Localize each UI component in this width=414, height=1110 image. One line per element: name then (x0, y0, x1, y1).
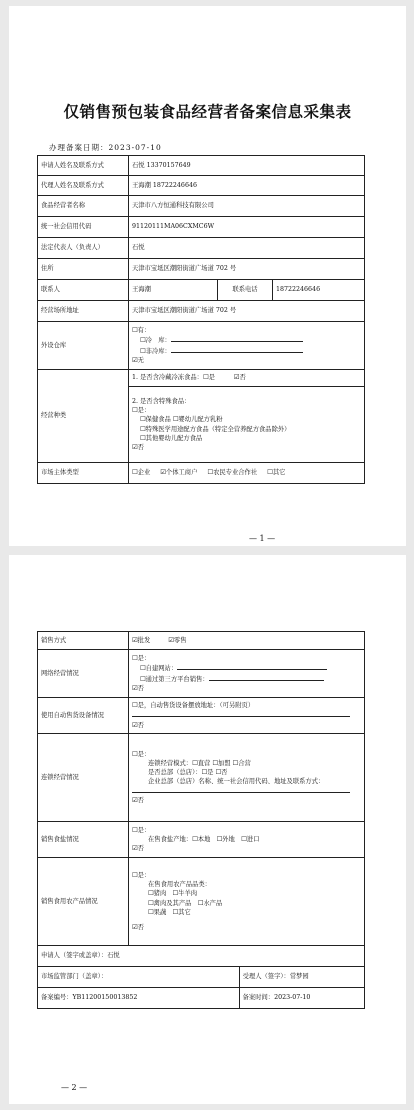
credit-code-label: 统一社会信用代码 (38, 217, 129, 238)
vending-cell (129, 698, 365, 734)
warehouse-no: ☑无 (132, 356, 144, 364)
page-2 (9, 555, 406, 1104)
entity-type-cell (129, 463, 365, 484)
online-label: 网络经营情况 (38, 650, 129, 698)
phone-label: 联系电话 (218, 280, 273, 301)
agri-line2: ☐禽肉及其产品 ☐水产品 (148, 899, 223, 907)
chain-hq: 是否总部（总店）：☐是 ☐否 (148, 768, 228, 776)
regulator-cell: 市场监管部门（盖章）： (38, 967, 240, 988)
contact-value: 王海潮 (129, 280, 218, 301)
vending-yes: ☐是，自动售货设备摆放地址：（可另附页） (132, 702, 255, 710)
agri-no: ☑否 (132, 923, 144, 931)
vending-line (132, 710, 350, 717)
category-special-cell (129, 387, 365, 463)
signer-cell: 申请人（签字或盖章）：石悦 (38, 946, 365, 967)
online-yes: ☐是： (132, 655, 151, 663)
salt-label: 销售食盐情况 (38, 822, 129, 858)
agri-types: 在售食用农产品品类： (148, 881, 211, 889)
entity-opt-other: ☐其它 (267, 469, 286, 477)
info-table-2 (37, 631, 365, 1009)
receiver-cell: 受理人（签字）：常梦园 (239, 967, 364, 988)
residence-label: 住所 (38, 259, 129, 280)
residence-value: 天津市宝坻区潮阳街道广场道 702 号 (129, 259, 365, 280)
applicant-label: 申请人姓名及联系方式 (38, 156, 129, 176)
chain-line (132, 786, 350, 793)
agri-line3: ☐果蔬 ☐其它 (148, 908, 191, 916)
form-title: 仅销售预包装食品经营者备案信息采集表 (63, 102, 352, 121)
phone-value: 18722246646 (273, 280, 365, 301)
cold-storage-label: ☐冷 库： (140, 337, 171, 345)
page-1 (9, 6, 406, 546)
vending-label: 使用自动售货设备情况 (38, 698, 129, 734)
own-site-row (132, 663, 361, 673)
own-site-line (177, 663, 327, 670)
applicant-value: 石悦 13370157649 (129, 156, 365, 176)
chain-hq-info: 企业总部（总店）名称、统一社会信用代码、地址及联系方式： (148, 778, 325, 785)
vending-line-row (132, 710, 361, 720)
agri-label: 销售食用农产品情况 (38, 858, 129, 946)
category-q1: 1. 是否含冷藏冷冻食品：☐是 ☑否 (129, 370, 365, 387)
warehouse-yes: ☐有： (132, 327, 151, 335)
legal-rep-value: 石悦 (129, 238, 365, 259)
category-label: 经营种类 (38, 370, 129, 463)
chain-cell (129, 734, 365, 822)
warehouse-label: 外设仓库 (38, 322, 129, 370)
noncold-storage-label: ☐非冷库： (140, 347, 171, 355)
sales-mode-cell (129, 632, 365, 650)
salt-no: ☑否 (132, 845, 144, 853)
sales-mode-label: 销售方式 (38, 632, 129, 650)
noncold-storage-line (171, 346, 303, 353)
legal-rep-label: 法定代表人（负责人） (38, 238, 129, 259)
noncold-storage-row (132, 346, 361, 356)
operator-name-label: 食品经营者名称 (38, 196, 129, 217)
entity-opt-enterprise: ☐企业 (132, 469, 151, 477)
agent-value: 王海潮 18722246646 (129, 176, 365, 196)
category-no: ☑否 (132, 443, 144, 451)
own-site-label: ☐自建网站： (140, 665, 178, 673)
salt-origin: 在售食盐产地：☐本地 ☐外地 ☐进口 (148, 835, 260, 843)
entity-type-label: 市场主体类型 (38, 463, 129, 484)
online-cell (129, 650, 365, 698)
chain-line-row (132, 786, 361, 796)
cold-storage-line (171, 335, 303, 342)
credit-code-value: 91120111MA06CXMC6W (129, 217, 365, 238)
category-line3: ☐其他婴幼儿配方食品 (140, 434, 203, 442)
page-number-2: — 2 — (61, 1083, 88, 1092)
cold-storage-row (132, 335, 361, 345)
online-no: ☑否 (132, 684, 144, 692)
chain-mode: 连锁经营模式：☐直营 ☐加盟 ☐合营 (148, 759, 251, 767)
category-line2: ☐特殊医学用途配方食品（特定全营养配方食品除外） (140, 425, 291, 433)
page-number-1: — 1 — (249, 534, 276, 543)
warehouse-cell (129, 322, 365, 370)
third-party-label: ☐通过第三方平台销售： (140, 675, 209, 683)
agri-line1: ☐猪肉 ☐牛羊肉 (148, 890, 198, 898)
contact-label: 联系人 (38, 280, 129, 301)
chain-no: ☑否 (132, 797, 144, 805)
operator-name-value: 天津市八方恒通科技有限公司 (129, 196, 365, 217)
agent-label: 代理人姓名及联系方式 (38, 176, 129, 196)
record-time-cell: 备案时间：2023-07-10 (239, 988, 364, 1009)
third-party-row (132, 674, 361, 684)
salt-cell (129, 822, 365, 858)
salt-yes: ☐是： (132, 826, 151, 834)
chain-yes: ☐是： (132, 750, 151, 758)
entity-opt-coop: ☐农民专业合作社 (207, 469, 258, 477)
address-label: 经营场所地址 (38, 301, 129, 322)
entity-opt-individual: ☑个体工商户 (160, 469, 198, 477)
chain-label: 连锁经营情况 (38, 734, 129, 822)
record-no-cell: 备案编号：YB11200150013852 (38, 988, 240, 1009)
sales-mode-retail: ☑零售 (168, 636, 187, 644)
category-yes: ☐是： (132, 407, 151, 415)
filing-date: 办理备案日期：2023-07-10 (49, 143, 162, 152)
category-line1: ☐保健食品 ☐婴幼儿配方乳粉 (140, 416, 223, 424)
category-q2: 2. 是否含特殊食品： (132, 398, 191, 406)
address-value: 天津市宝坻区潮阳街道广场道 702 号 (129, 301, 365, 322)
sales-mode-wholesale: ☑批发 (132, 636, 151, 644)
agri-yes: ☐是： (132, 872, 151, 880)
info-table-1 (37, 155, 365, 484)
vending-no: ☑否 (132, 721, 144, 729)
third-party-line (209, 674, 324, 681)
agri-cell (129, 858, 365, 946)
